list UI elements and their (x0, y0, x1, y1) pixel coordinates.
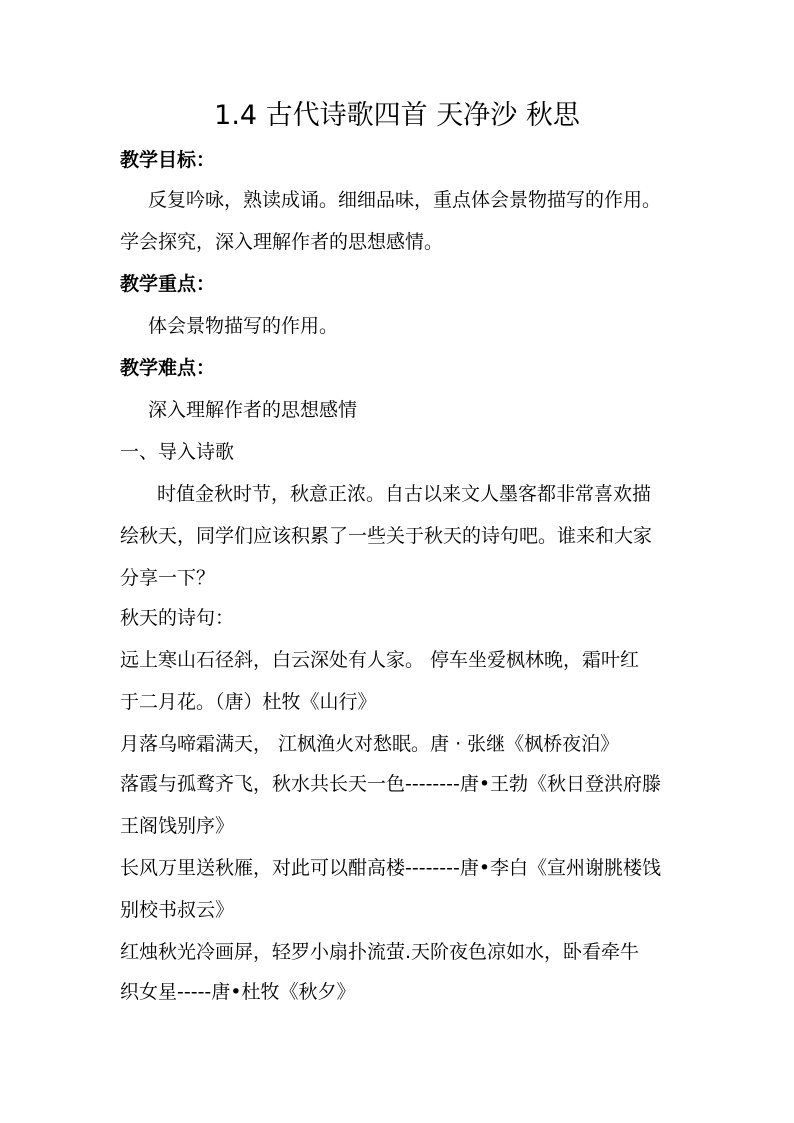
goals-heading: 教学目标： (120, 149, 216, 171)
difficulty-heading: 教学难点： (120, 357, 216, 379)
page-title: 1.4 古代诗歌四首 天净沙 秋思 (214, 100, 580, 131)
poem-line: 别校书叔云》 (120, 899, 235, 921)
poem-line: 王阁饯别序》 (120, 815, 235, 837)
intro-paragraph-line2: 绘秋天，同学们应该积累了一些关于秋天的诗句吧。谁来和大家 (120, 525, 653, 547)
key-points-text: 体会景物描写的作用。 (148, 315, 339, 337)
poem-line: 红烛秋光冷画屏，轻罗小扇扑流萤.天阶夜色凉如水，卧看牵牛 (120, 941, 640, 963)
intro-paragraph-line3: 分享一下？ (120, 567, 216, 589)
key-points-heading: 教学重点： (120, 273, 216, 295)
poem-line: 落霞与孤鹜齐飞，秋水共长天一色--------唐•王勃《秋日登洪府滕 (120, 773, 662, 795)
poem-line: 长风万里送秋雁，对此可以酣高楼--------唐•李白《宣州谢朓楼饯 (120, 857, 662, 879)
goals-text-line2: 学会探究，深入理解作者的思想感情。 (120, 231, 444, 253)
intro-paragraph-line1: 时值金秋时节，秋意正浓。自古以来文人墨客都非常喜欢描 (157, 483, 652, 505)
poem-line: 远上寒山石径斜，白云深处有人家。 停车坐爱枫林晚，霜叶红 (120, 649, 640, 671)
poems-label: 秋天的诗句： (120, 607, 235, 629)
section-heading-intro: 一、导入诗歌 (120, 441, 235, 463)
goals-text-line1: 反复吟咏，熟读成诵。细细品味，重点体会景物描写的作用。 (148, 189, 662, 211)
poem-line: 月落乌啼霜满天， 江枫渔火对愁眠。唐 · 张继《枫桥夜泊》 (120, 733, 620, 755)
poem-line: 织女星-----唐•杜牧《秋夕》 (120, 981, 356, 1003)
difficulty-text: 深入理解作者的思想感情 (148, 399, 358, 421)
poem-line: 于二月花。（唐）杜牧《山行》 (120, 691, 377, 713)
